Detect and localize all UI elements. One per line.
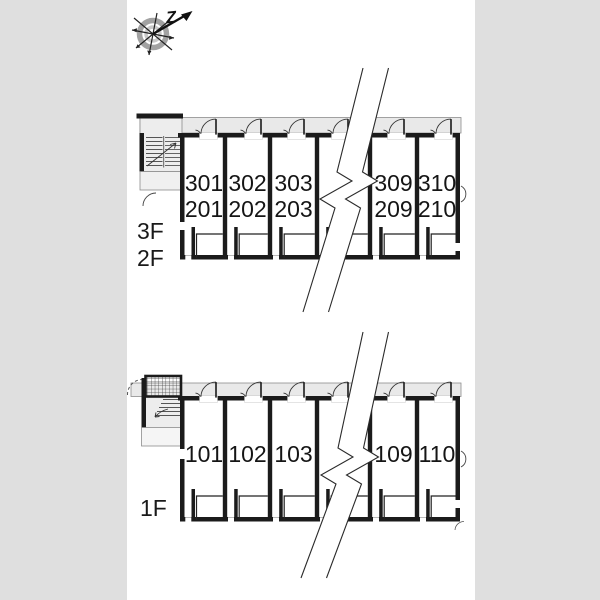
compass-rose-icon xyxy=(132,11,193,55)
compass-north-label: Z xyxy=(164,7,178,28)
upper-stair-hatch xyxy=(146,376,182,397)
room-label-209: 209 xyxy=(374,196,413,222)
floor-label-3f: 3F xyxy=(137,218,164,244)
upper-staircase xyxy=(137,114,184,207)
window-gap xyxy=(456,243,461,251)
room-label-202: 202 xyxy=(228,196,267,222)
side-door-swing-icon xyxy=(461,186,466,202)
room-label-309: 309 xyxy=(374,170,413,196)
room-label-103: 103 xyxy=(274,441,313,467)
entrance-hall xyxy=(142,428,182,447)
floor-label-1f: 1F xyxy=(140,495,167,521)
room-label-301: 301 xyxy=(184,170,224,196)
room-label-102: 102 xyxy=(228,441,267,467)
room-label-210: 210 xyxy=(417,196,457,222)
room-label-201: 201 xyxy=(184,196,224,222)
floor-label-2f: 2F xyxy=(137,245,164,271)
room-label-110: 110 xyxy=(418,441,456,467)
corner-door-swing-icon xyxy=(455,521,464,530)
stair-landing xyxy=(140,172,182,191)
side-door-swing-icon xyxy=(461,451,466,467)
side-door-swing-icon xyxy=(143,193,156,206)
window-gap xyxy=(180,222,185,230)
lower-staircase xyxy=(142,376,182,446)
room-label-101: 101 xyxy=(184,441,224,467)
window-gap xyxy=(456,500,461,508)
room-label-109: 109 xyxy=(374,441,413,467)
room-label-302: 302 xyxy=(228,170,267,196)
room-label-203: 203 xyxy=(274,196,313,222)
room-label-303: 303 xyxy=(274,170,313,196)
room-label-310: 310 xyxy=(417,170,457,196)
